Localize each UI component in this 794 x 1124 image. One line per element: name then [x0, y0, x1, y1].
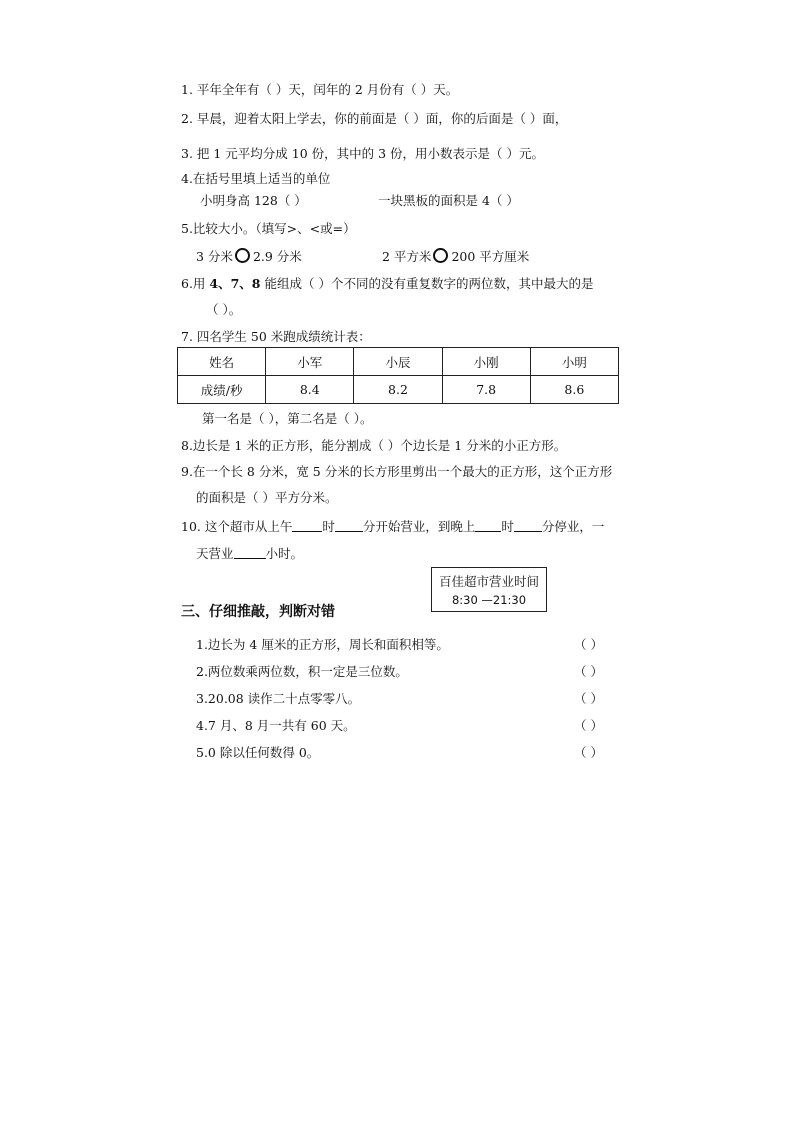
question-9-line1: 9.在一个长 8 分米，宽 5 分米的长方形里剪出一个最大的正方形，这个正方形 — [181, 464, 613, 479]
question-9-line2: 的面积是（ ）平方分米。 — [196, 490, 338, 505]
table-header-row — [178, 348, 619, 376]
answer-paren[interactable]: （ ） — [574, 664, 603, 679]
table-cell: 小军 — [266, 348, 354, 376]
answer-paren[interactable]: （ ） — [574, 691, 603, 706]
q6-digits: 4、7、8 — [209, 276, 261, 291]
store-hours-title: 百佳超市营业时间 — [438, 574, 539, 589]
question-4-right: 一块黑板的面积是 4（ ） — [378, 193, 519, 208]
table-cell: 姓名 — [178, 348, 266, 376]
question-2: 2. 早晨，迎着太阳上学去，你的前面是（ ）面，你的后面是（ ）面， — [181, 111, 568, 126]
question-7-title: 7. 四名学生 50 米跑成绩统计表： — [181, 329, 371, 344]
compare-circle-icon[interactable] — [235, 248, 250, 263]
compare-a-left: 3 分米 — [196, 249, 233, 264]
question-7-answer: 第一名是（ ），第二名是（ ）。 — [202, 411, 373, 426]
blank-field[interactable] — [234, 546, 266, 559]
store-hours-box — [431, 567, 547, 612]
table-cell: 8.6 — [530, 376, 618, 404]
q6-text-a: 6.用 — [181, 276, 210, 291]
table-cell: 小刚 — [442, 348, 530, 376]
judge-item-3: 3.20.08 读作二十点零零八。 — [196, 691, 361, 706]
table-cell: 小明 — [530, 348, 618, 376]
question-5-title: 5.比较大小。（填写>、<或=） — [181, 221, 356, 236]
blank-field[interactable] — [475, 519, 501, 532]
store-hours-time: 8:30 —21:30 — [451, 593, 527, 607]
question-5-compare-b — [382, 248, 529, 265]
table-cell: 成绩/秒 — [178, 376, 266, 404]
question-4-title-text: 4.在括号里填上适当的单位 — [181, 171, 331, 186]
score-table — [177, 347, 619, 404]
compare-b-left: 2 平方米 — [382, 249, 432, 264]
question-4-left: 小明身高 128（ ） — [200, 193, 307, 208]
answer-paren[interactable]: （ ） — [574, 718, 603, 733]
table-cell: 小辰 — [354, 348, 442, 376]
judge-item-4: 4.7 月、8 月一共有 60 天。 — [196, 718, 356, 733]
compare-b-right: 200 平方厘米 — [451, 249, 530, 264]
judge-item-2: 2.两位数乘两位数，积一定是三位数。 — [196, 664, 408, 679]
q10-part3: 分开始营业，到晚上 — [362, 519, 476, 534]
question-4-title — [181, 171, 330, 187]
blank-field[interactable] — [514, 519, 542, 532]
judge-item-1: 1.边长为 4 厘米的正方形，周长和面积相等。 — [196, 637, 449, 652]
table-cell: 8.2 — [354, 376, 442, 404]
q6-text-b: 能组成（ ）个不同的没有重复数字的两位数，其中最大的是 — [260, 276, 594, 291]
question-10-line2 — [196, 546, 303, 562]
answer-paren[interactable]: （ ） — [574, 745, 603, 760]
answer-paren[interactable]: （ ） — [574, 637, 603, 652]
question-3: 3. 把 1 元平均分成 10 份，其中的 3 份，用小数表示是（ ）元。 — [181, 146, 545, 161]
question-8: 8.边长是 1 米的正方形，能分割成（ ）个边长是 1 分米的小正方形。 — [181, 438, 567, 453]
q10-part7: 小时。 — [265, 546, 304, 561]
blank-field[interactable] — [292, 519, 322, 532]
question-5-compare-a — [196, 248, 302, 265]
judge-item-5: 5.0 除以任何数得 0。 — [196, 745, 320, 760]
question-1: 1. 平年全年有（ ）天，闰年的 2 月份有（ ）天。 — [181, 82, 459, 97]
table-cell: 7.8 — [442, 376, 530, 404]
q10-part5: 分停业，一 — [541, 519, 605, 534]
q10-part2: 时 — [322, 519, 335, 534]
compare-circle-icon[interactable] — [433, 248, 448, 263]
question-6-line1 — [181, 276, 593, 292]
question-10-line1 — [181, 519, 604, 535]
blank-field[interactable] — [335, 519, 363, 532]
q10-part4: 时 — [501, 519, 514, 534]
section-3-title: 三、仔细推敲，判断对错 — [181, 604, 335, 620]
table-cell: 8.4 — [266, 376, 354, 404]
compare-a-right: 2.9 分米 — [252, 249, 302, 264]
table-row — [178, 376, 619, 404]
q10-part6: 天营业 — [196, 546, 234, 561]
question-6-line2: （ ）。 — [206, 302, 242, 317]
q10-part1: 10. 这个超市从上午 — [181, 519, 293, 534]
